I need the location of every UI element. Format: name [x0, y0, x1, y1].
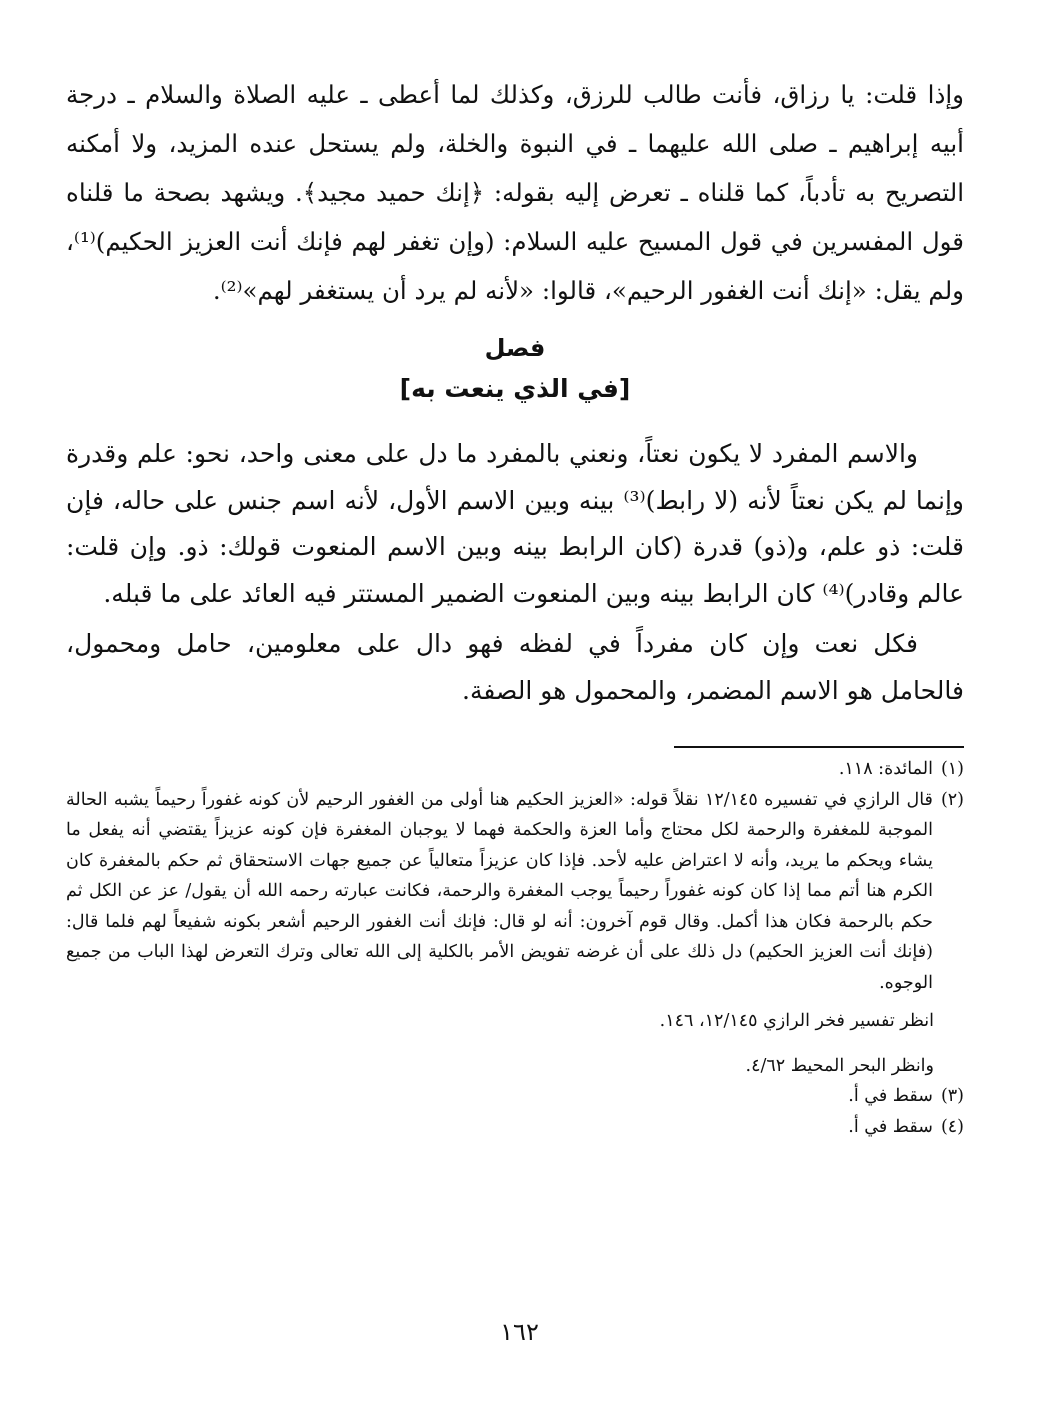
- section-title: فصل: [484, 334, 546, 362]
- footnote-number: (٣): [940, 1086, 964, 1106]
- body-paragraph-1: والاسم المفرد لا يكون نعتاً، ونعني بالمفرد ما دل على معنى واحد، نحو: علم وقدرة وإنما لم يكن نعتاً لأنه (لا رابط)⁽³⁾ بينه وبين الاسم الأول، لأنه اسم جنس على حاله، فإن قلت: ذو علم، و(ذو) قدرة (كان الرابط بينه وبين الاسم المنعوت قولك: ذو. وإن قلت: عالم وقادر)⁽⁴⁾ كان الرابط بينه وبين المنعوت الضمير المستتر فيه العائد على ما قبله.: [66, 439, 964, 608]
- page-content: [66, 70, 964, 1142]
- footnote-number: (١): [940, 759, 964, 779]
- footnote-text: سقط في أ.: [848, 1116, 933, 1137]
- footnote-text: قال الرازي في تفسيره ١٢/١٤٥ نقلاً قوله: «العزيز الحكيم هنا أولى من الغفور الرحيم لأن كونه غفوراً رحيماً يشبه الحالة الموجبة للمغفرة والرحمة لكل محتاج وأما العزة والحكمة فهما لا يوجبان المغفرة فإن كونه عزيزاً يقتضي أنه يفعل ما يشاء ويحكم ما يريد، وأنه لا اعتراض عليه لأحد. فإذا كان عزيزاً متعالياً عن جميع جهات الاستحقاق ثم حكم بالمغفرة كان الكرم هنا أتم مما إذا كان كونه غفوراً رحيماً يوجب المغفرة والرحمة، فكانت عبارته رحمه الله أن يقول/ عز عن الكل ثم حكم بالرحمة فكان هذا أكمل. وقال قوم آخرون: أنه لو قال: فإنك أنت الغفور الرحيم أشعر بكونه شفيعاً لهم فلما قال: (فإنك أنت العزيز الحكيم) دل ذلك على أن غرضه تفويض الأمر بالكلية إلى الله تعالى وترك التعرض لهذا الباب من جميع الوجوه.: [66, 789, 933, 993]
- footnote-number: (٤): [940, 1116, 964, 1137]
- footnote-separator: [674, 746, 964, 748]
- section-subtitle: [في الذي ينعت به]: [399, 374, 631, 403]
- footnote-2-reference-2: وانظر البحر المحيط ٤/٦٢.: [745, 1055, 934, 1076]
- page-number: ١٦٢: [500, 1318, 539, 1346]
- opening-paragraph: وإذا قلت: يا رزاق، فأنت طالب للرزق، وكذلك لما أعطى ـ عليه الصلاة والسلام ـ درجة أبيه إبراهيم ـ صلى الله عليهما ـ في النبوة والخلة، ولم يستحل عنده المزيد، ولا أمكنه التصريح به تأدباً، كما قلناه ـ تعرض إليه بقوله: ﴿إنك حميد مجيد﴾. ويشهد بصحة ما قلناه قول المفسرين في قول المسيح عليه السلام: (وإن تغفر لهم فإنك أنت العزيز الحكيم)⁽¹⁾، ولم يقل: «إنك أنت الغفور الرحيم»، قالوا: «لأنه لم يرد أن يستغفر لهم»⁽²⁾.: [66, 80, 964, 305]
- footnote-2: [66, 785, 964, 999]
- footnote-text: المائدة: ١١٨.: [838, 759, 933, 779]
- footnote-text: سقط في أ.: [848, 1086, 933, 1106]
- footnote-4: [66, 1112, 964, 1143]
- footnote-number: (٢): [940, 789, 964, 810]
- footnote-2-reference-1: انظر تفسير فخر الرازي ١٢/١٤٥، ١٤٦.: [659, 1011, 934, 1031]
- footnote-1: [66, 754, 964, 785]
- body-paragraph-2: فكل نعت وإن كان مفرداً في لفظه فهو دال على معلومين، حامل ومحمول، فالحامل هو الاسم المضمر، والمحمول هو الصفة.: [66, 629, 964, 705]
- footnote-3: [66, 1081, 964, 1112]
